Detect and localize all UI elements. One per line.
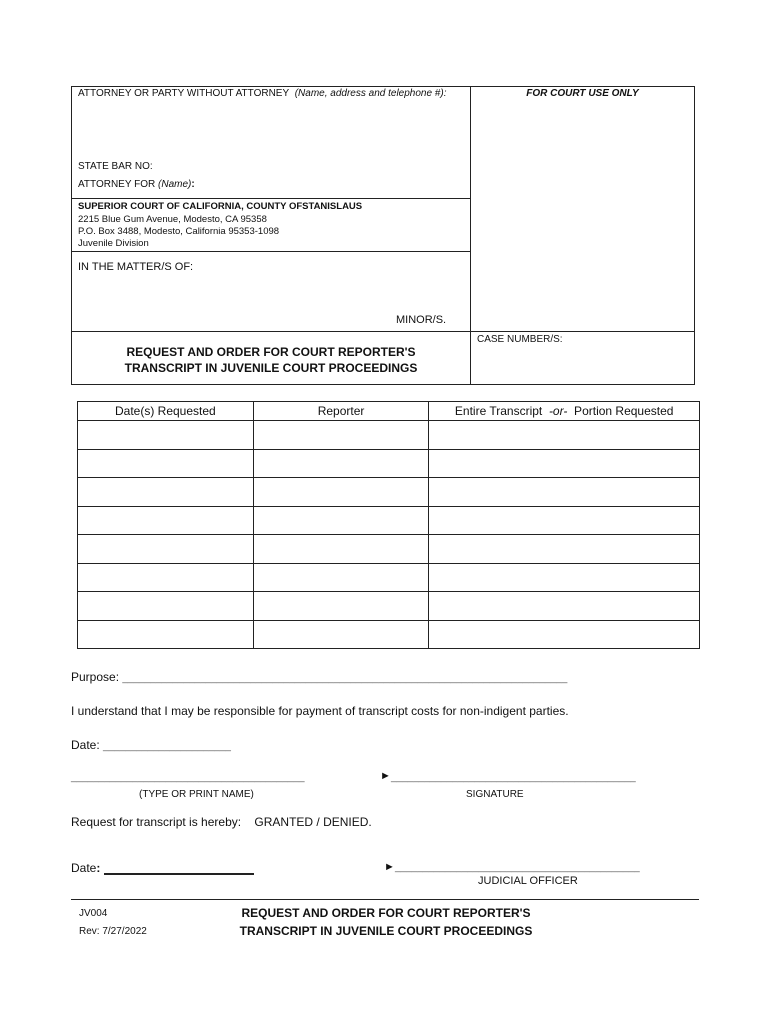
order-result: GRANTED / DENIED. [254, 815, 372, 829]
order-text: Request for transcript is hereby: [71, 815, 242, 829]
court-name: SUPERIOR COURT OF CALIFORNIA, COUNTY OFSTANISLAUS [78, 201, 363, 212]
attorney-label [78, 88, 446, 99]
date-cell[interactable] [78, 592, 254, 621]
minor-label: MINOR/S. [396, 314, 447, 326]
portion-cell[interactable] [429, 421, 700, 450]
table-header-row [78, 402, 700, 421]
date-cell[interactable] [78, 506, 254, 535]
form-title-line-1: REQUEST AND ORDER FOR COURT REPORTER'S [126, 345, 416, 359]
reporter-cell[interactable] [253, 478, 429, 507]
attorney-for-colon: : [191, 179, 195, 190]
date-line[interactable]: _______________________ [103, 741, 231, 752]
attorney-for-hint: (Name) [158, 179, 192, 190]
purpose-line[interactable]: ________________________________________________________________________________ [122, 673, 568, 684]
table-row [78, 620, 700, 649]
signature-line[interactable]: ____________________________________________ [391, 772, 636, 783]
table-row [78, 506, 700, 535]
court-address-1: 2215 Blue Gum Avenue, Modesto, CA 95358 [78, 214, 267, 225]
state-bar-label: STATE BAR NO: [78, 161, 153, 172]
date-cell[interactable] [78, 620, 254, 649]
signature-caption: SIGNATURE [466, 789, 524, 800]
header-or-text: -or- [548, 404, 568, 418]
table-row [78, 478, 700, 507]
order-date-text: Date [71, 861, 97, 875]
portion-cell[interactable] [429, 563, 700, 592]
signature-arrow-icon: ► [380, 770, 391, 782]
table-row [78, 563, 700, 592]
attorney-for-label [78, 179, 195, 190]
judicial-signature-line[interactable]: ____________________________________________ [395, 862, 640, 873]
portion-cell[interactable] [429, 478, 700, 507]
table-row [78, 535, 700, 564]
reporter-cell[interactable] [253, 563, 429, 592]
date-cell[interactable] [78, 478, 254, 507]
table-row [78, 421, 700, 450]
date-cell[interactable] [78, 421, 254, 450]
court-use-label: FOR COURT USE ONLY [526, 88, 639, 99]
header-dates: Date(s) Requested [78, 402, 254, 421]
order-row [71, 815, 372, 829]
reporter-cell[interactable] [253, 421, 429, 450]
print-name-caption: (TYPE OR PRINT NAME) [139, 789, 254, 800]
table-row [78, 592, 700, 621]
form-revision: Rev: 7/27/2022 [79, 926, 147, 937]
portion-cell[interactable] [429, 620, 700, 649]
date-cell[interactable] [78, 535, 254, 564]
date-cell[interactable] [78, 449, 254, 478]
footer-title-line-2: TRANSCRIPT IN JUVENILE COURT PROCEEDINGS [239, 924, 533, 938]
reporter-cell[interactable] [253, 535, 429, 564]
portion-cell[interactable] [429, 592, 700, 621]
reporter-cell[interactable] [253, 592, 429, 621]
portion-cell[interactable] [429, 449, 700, 478]
table-row [78, 449, 700, 478]
footer-title-line-1: REQUEST AND ORDER FOR COURT REPORTER'S [241, 906, 531, 920]
form-title-line-2: TRANSCRIPT IN JUVENILE COURT PROCEEDINGS [124, 361, 418, 375]
form-title [71, 344, 471, 376]
case-number-label: CASE NUMBER/S: [477, 334, 563, 345]
judicial-arrow-icon: ► [384, 861, 395, 873]
footer-rule [71, 899, 699, 900]
attorney-label-text: ATTORNEY OR PARTY WITHOUT ATTORNEY [78, 88, 290, 99]
date-cell[interactable] [78, 563, 254, 592]
order-date-colon: : [96, 861, 101, 875]
header-reporter: Reporter [253, 402, 429, 421]
header-portion-text: Portion Requested [567, 404, 674, 418]
court-address-2: P.O. Box 3488, Modesto, California 95353-1098 [78, 226, 280, 237]
attorney-label-hint: (Name, address and telephone #): [294, 88, 447, 99]
header-portion [429, 402, 700, 421]
reporter-cell[interactable] [253, 620, 429, 649]
portion-cell[interactable] [429, 535, 700, 564]
reporter-cell[interactable] [253, 449, 429, 478]
judicial-caption: JUDICIAL OFFICER [478, 875, 578, 887]
reporter-cell[interactable] [253, 506, 429, 535]
order-date-line[interactable] [104, 873, 254, 875]
purpose-row [71, 670, 567, 684]
order-date-label [71, 861, 100, 875]
court-use-box [470, 86, 695, 332]
matter-label: IN THE MATTER/S OF: [78, 261, 194, 273]
print-name-line[interactable]: __________________________________________ [71, 772, 305, 783]
header-entire-text: Entire Transcript [454, 404, 549, 418]
transcript-request-table [77, 401, 700, 649]
responsibility-statement: I understand that I may be responsible for payment of transcript costs for non-indigent parties. [71, 704, 569, 718]
portion-cell[interactable] [429, 506, 700, 535]
attorney-for-text: ATTORNEY FOR [78, 179, 156, 190]
footer-title [186, 904, 586, 940]
court-division: Juvenile Division [78, 238, 149, 249]
date-label: Date: [71, 738, 100, 752]
form-id: JV004 [79, 908, 108, 919]
date-row [71, 738, 231, 752]
purpose-label: Purpose: [71, 670, 120, 684]
